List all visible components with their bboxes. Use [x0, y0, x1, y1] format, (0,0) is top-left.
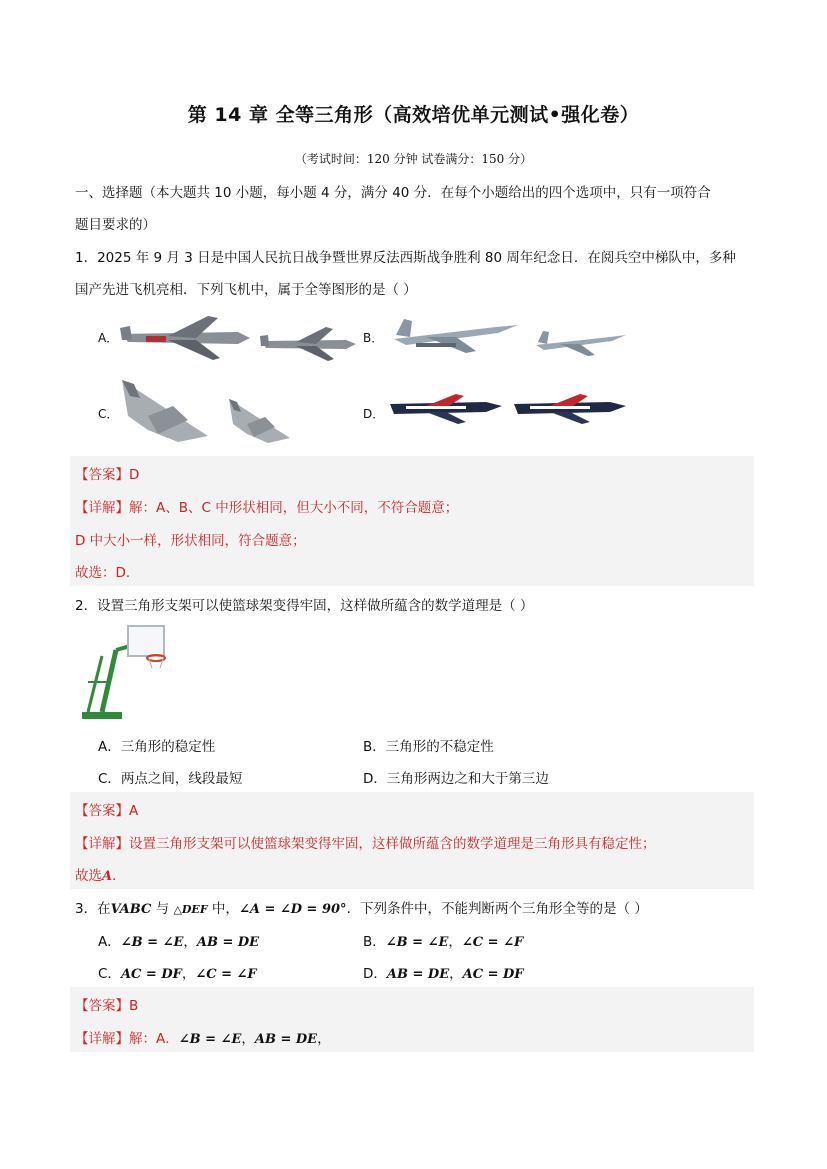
stealth-fighter-small-image: [226, 396, 294, 446]
q3-mid: 与: [151, 901, 174, 917]
section-heading-line2: 题目要求的）: [75, 217, 156, 233]
display-jet-first-image: [386, 390, 504, 428]
fighter-jet-large-image: [386, 313, 521, 361]
q3-detail-line1: [75, 1027, 331, 1047]
q1-detail-line2: D 中大小一样，形状相同，符合题意；: [75, 533, 306, 549]
q3-option-a: [98, 930, 259, 950]
q1-answer-line: [75, 463, 139, 483]
q2-stem: 2．设置三角形支架可以使篮球架变得牢固，这样做所蕴含的数学道理是（ ）: [75, 598, 534, 614]
q1-option-a-label: A．: [98, 331, 119, 345]
conclusion-suffix: ．: [112, 868, 126, 884]
q2-conclusion: [75, 864, 126, 884]
answer-label: 【答案】: [75, 998, 129, 1014]
option-math-1: AC = DF: [120, 967, 182, 982]
q1-stem-line1: 1．2025 年 9 月 3 日是中国人民抗日战争暨世界反法西斯战争胜利 80 周年纪念日．在阅兵空中梯队中，多种: [75, 250, 736, 266]
exam-info: （考试时间：120 分钟 试卷满分：150 分）: [294, 152, 533, 166]
q3-option-c: [98, 962, 257, 982]
answer-value: D: [129, 467, 140, 483]
q2-answer-line: [75, 799, 138, 819]
answer-label: 【答案】: [75, 467, 129, 483]
detail-text: 设置三角形支架可以使篮球架变得牢固，这样做所蕴含的数学道理是三角形具有稳定性；: [129, 836, 656, 852]
comma: ，: [448, 934, 462, 950]
comma: ，: [181, 966, 196, 982]
q3-triangle-def: △DEF: [173, 903, 208, 916]
transport-plane-small-image: [258, 324, 358, 364]
q3-option-b: [363, 930, 523, 950]
transport-plane-large-image: [118, 312, 253, 364]
answer-value: A: [129, 803, 139, 819]
q3-prefix: 3．在: [75, 901, 111, 917]
option-math-1: AB = DE: [386, 967, 450, 982]
option-math-2: ∠C = ∠F: [461, 935, 524, 950]
q3-condition: ∠A = ∠D = 90°: [238, 902, 347, 917]
q1-stem-line2: 国产先进飞机亮相．下列飞机中，属于全等图形的是（ ）: [75, 282, 417, 298]
q1-conclusion: 故选：D．: [75, 565, 140, 581]
option-label: D．: [363, 966, 387, 982]
conclusion-value: A: [102, 869, 113, 884]
answer-value: B: [129, 998, 139, 1014]
q1-option-c-label: C．: [98, 407, 119, 421]
fighter-jet-small-image: [530, 327, 628, 361]
option-math-2: AB = DE: [196, 935, 260, 950]
q3-option-d: [363, 962, 524, 982]
comma: ，: [317, 1031, 331, 1047]
option-label: B．: [363, 934, 386, 950]
q2-option-d: D．三角形两边之和大于第三边: [363, 771, 549, 787]
option-math-1: ∠B = ∠E: [120, 935, 184, 950]
q2-option-a: A．三角形的稳定性: [98, 739, 216, 755]
q3-stem: [75, 897, 648, 917]
comma: ，: [449, 966, 463, 982]
q1-detail-line1: [75, 496, 458, 516]
detail-label: 【详解】: [75, 1031, 129, 1047]
detail-math-2: AB = DE: [254, 1032, 318, 1047]
q3-cond-prefix: 中，: [207, 901, 239, 917]
option-math-2: AC = DF: [462, 967, 524, 982]
detail-prefix: 解：A．: [129, 1031, 179, 1047]
q2-detail-line1: [75, 832, 656, 852]
comma: ，: [241, 1031, 255, 1047]
q1-answer-box: [70, 456, 754, 586]
detail-math-1: ∠B = ∠E: [178, 1032, 242, 1047]
q3-triangle-abc: VABC: [110, 902, 152, 917]
q1-option-b-label: B．: [363, 331, 384, 345]
option-label: A．: [98, 934, 121, 950]
q3-answer-line: [75, 994, 138, 1014]
option-label: C．: [98, 966, 121, 982]
conclusion-prefix: 故选: [75, 868, 102, 884]
comma: ，: [183, 934, 197, 950]
q1-option-d-label: D．: [363, 407, 385, 421]
section-heading-line1: 一、选择题（本大题共 10 小题，每小题 4 分，满分 40 分．在每个小题给出的四个选项中，只有一项符合: [75, 185, 711, 201]
stealth-fighter-large-image: [118, 376, 214, 446]
display-jet-second-image: [510, 390, 628, 428]
answer-label: 【答案】: [75, 803, 129, 819]
q3-suffix: ．下列条件中，不能判断两个三角形全等的是（ ）: [346, 901, 648, 917]
basketball-hoop-image: [76, 622, 171, 722]
detail-text: 解：A、B、C 中形状相同，但大小不同，不符合题意；: [129, 500, 459, 516]
detail-label: 【详解】: [75, 500, 129, 516]
q2-option-b: B．三角形的不稳定性: [363, 739, 494, 755]
q2-option-c: C．两点之间，线段最短: [98, 771, 243, 787]
page-title: 第 14 章 全等三角形（高效培优单元测试•强化卷）: [187, 104, 640, 126]
option-math-1: ∠B = ∠E: [385, 935, 449, 950]
option-math-2: ∠C = ∠F: [195, 967, 257, 982]
detail-label: 【详解】: [75, 836, 129, 852]
